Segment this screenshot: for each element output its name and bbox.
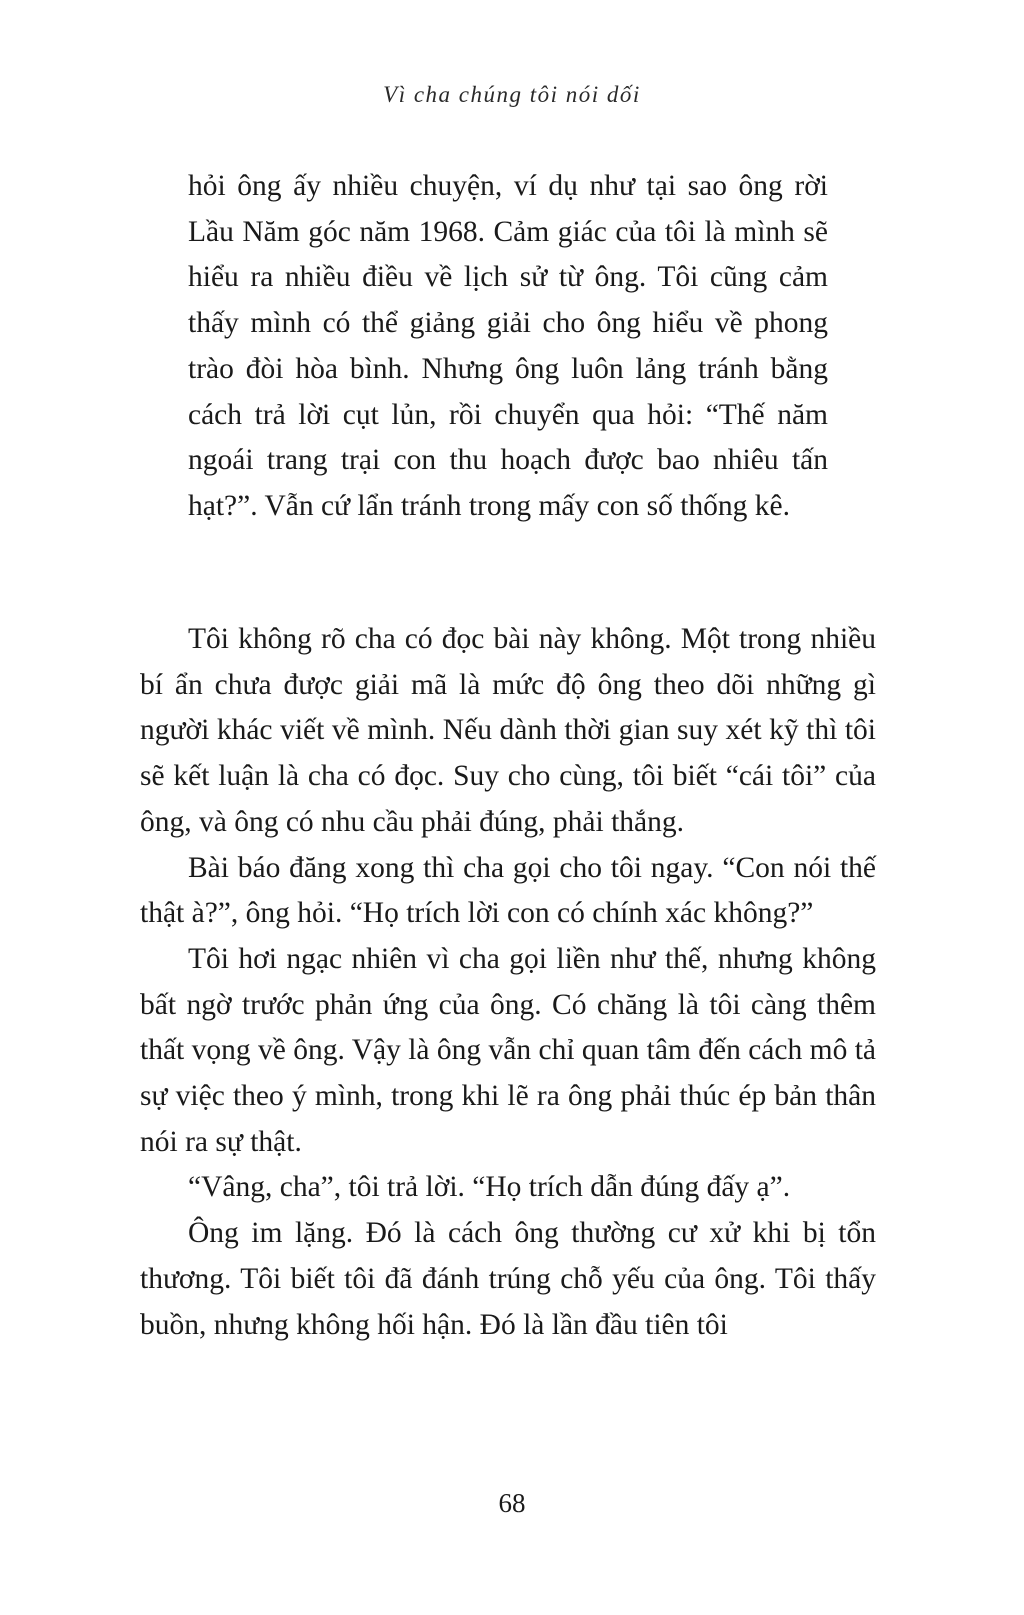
paragraph-5: Ông im lặng. Đó là cách ông thường cư xử khi bị tổn thương. Tôi biết tôi đã đánh trúng chỗ yếu của ông. Tôi thấy buồn, nhưng không hối hận. Đó là lần đầu tiên tôi xyxy=(140,1217,876,1341)
page-number: 68 xyxy=(498,1488,526,1518)
paragraph-4: “Vâng, cha”, tôi trả lời. “Họ trích dẫn đúng đấy ạ”. xyxy=(188,1171,791,1204)
indented-quote-block: hỏi ông ấy nhiều chuyện, ví dụ như tại sao ông rời Lầu Năm góc năm 1968. Cảm giác của tôi là mình sẽ hiểu ra nhiều điều về lịch sử từ ông. Tôi cũng cảm thấy mình có thể giảng giải cho ông hiểu về phong trào đòi hòa bình. Nhưng ông luôn lảng tránh bằng cách trả lời cụt lủn, rồi chuyển qua hỏi: “Thế năm ngoái trang trại con thu hoạch được bao nhiêu tấn hạt?”. Vẫn cứ lẩn tránh trong mấy con số thống kê. xyxy=(188,170,828,522)
paragraph-3: Tôi hơi ngạc nhiên vì cha gọi liền như thế, nhưng không bất ngờ trước phản ứng của ông. Có chăng là tôi càng thêm thất vọng về ông. Vậy là ông vẫn chỉ quan tâm đến cách mô tả sự việc theo ý mình, trong khi lẽ ra ông phải thúc ép bản thân nói ra sự thật. xyxy=(140,942,876,1158)
body-text xyxy=(140,617,876,1348)
running-head-title: Vì cha chúng tôi nói dối xyxy=(383,82,641,107)
paragraph-1: Tôi không rõ cha có đọc bài này không. Một trong nhiều bí ẩn chưa được giải mã là mức độ ông theo dõi những gì người khác viết về mình. Nếu dành thời gian suy xét kỹ thì tôi sẽ kết luận là cha có đọc. Suy cho cùng, tôi biết “cái tôi” của ông, và ông có nhu cầu phải đúng, phải thắng. xyxy=(140,623,876,838)
paragraph-2: Bài báo đăng xong thì cha gọi cho tôi ngay. “Con nói thế thật à?”, ông hỏi. “Họ trích lời con có chính xác không?” xyxy=(140,851,876,930)
